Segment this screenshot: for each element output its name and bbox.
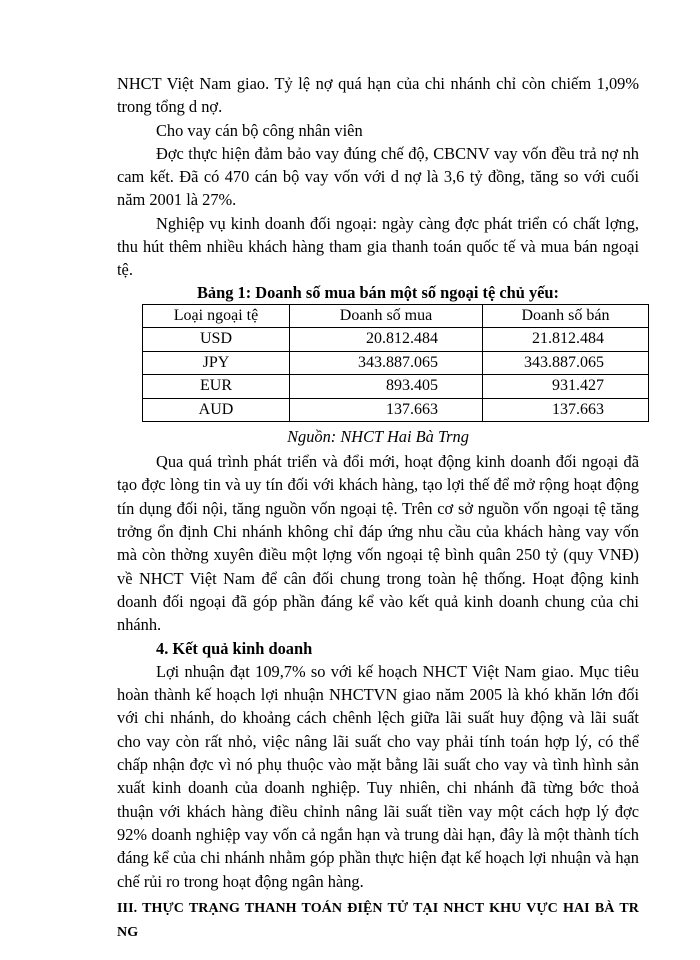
- table-source: Nguồn: NHCT Hai Bà Trng: [287, 427, 469, 447]
- sell-value-cell: 137.663: [483, 398, 649, 422]
- buy-value-cell: 343.887.065: [290, 351, 483, 375]
- currency-cell: AUD: [143, 398, 290, 422]
- buy-value-cell: 893.405: [290, 375, 483, 399]
- buy-value-cell: 20.812.484: [290, 328, 483, 352]
- table-title: Bảng 1: Doanh số mua bán một số ngoại tệ chủ yếu:: [196, 282, 559, 302]
- table-row: [143, 351, 649, 375]
- currency-cell: JPY: [143, 351, 290, 375]
- paragraph-staff-loans: Đợc thực hiện đảm bảo vay đúng chế độ, CBCNV vay vốn đều trả nợ nh cam kết. Đã có 470 cán bộ vay vốn với d nợ là 3,6 tỷ đồng, tăng so với cuối năm 2001 là 27%.: [117, 143, 639, 210]
- sell-value-cell: 343.887.065: [483, 351, 649, 375]
- sell-value-cell: 21.812.484: [483, 328, 649, 352]
- table-header-cell: Loại ngoại tệ: [143, 304, 290, 328]
- subheading-staff-loans: Cho vay cán bộ công nhân viên: [156, 120, 363, 140]
- document-content: [117, 72, 639, 945]
- sell-value-cell: 931.427: [483, 375, 649, 399]
- paragraph-foreign-trust: Qua quá trình phát triển và đổi mới, hoạt động kinh doanh đối ngoại đã tạo đợc lòng tin và uy tín đối với khách hàng, tạo lợi thế để mở rộng hoạt động tín dụng đối nội, tăng nguồn vốn ngoại tệ. Trên cơ sở nguồn vốn ngoại tệ tăng trởng ổn định Chi nhánh không chỉ đáp ứng nhu cầu của khách hàng vay vốn mà còn thờng xuyên điều một lợng vốn ngoại tệ bình quân 250 tỷ (quy VNĐ) về NHCT Việt Nam để cân đối chung trong toàn hệ thống. Hoạt động kinh doanh đối ngoại đã góp phần đáng kể vào kết quả kinh doanh chung của chi nhánh.: [117, 452, 639, 635]
- currency-sales-table: [142, 304, 649, 423]
- paragraph-profit: Lợi nhuận đạt 109,7% so với kế hoạch NHCT Việt Nam giao. Mục tiêu hoàn thành kế hoạch lợi nhuận NHCTVN giao năm 2005 là khó khăn lớn đối với chi nhánh, do khoảng cách chênh lệch giữa lãi suất huy động và lãi suất cho vay còn rất nhỏ, việc nâng lãi suất cho vay phải tính toán hợp lý, có thể chấp nhận đợc vì nó phụ thuộc vào mặt bằng lãi suất cho vay và tình hình sản xuất kinh doanh của doanh nghiệp. Tuy nhiên, chi nhánh đã từng bớc thoả thuận với khách hàng điều chỉnh nâng lãi suất tiền vay một cách hợp lý đợc 92% doanh nghiệp vay vốn cả ngắn hạn và trung dài hạn, đây là một thành tích đáng kể của chi nhánh nhằm góp phần thực hiện đạt kế hoạch lợi nhuận và hạn chế rủi ro trong hoạt động ngân hàng.: [117, 661, 639, 891]
- currency-cell: USD: [143, 328, 290, 352]
- table-row: [143, 328, 649, 352]
- buy-value-cell: 137.663: [290, 398, 483, 422]
- section-heading-e-payment: III. THỰC TRẠNG THANH TOÁN ĐIỆN TỬ TẠI NHCT KHU VỰC HAI BÀ TR NG: [117, 900, 639, 940]
- table-header-cell: Doanh số bán: [483, 304, 649, 328]
- currency-cell: EUR: [143, 375, 290, 399]
- table-row: [143, 398, 649, 422]
- table-header-row: [143, 304, 649, 328]
- paragraph-foreign-business: Nghiệp vụ kinh doanh đối ngoại: ngày càng đợc phát triển có chất lợng, thu hút thêm nhiều khách hàng tham gia thanh toán quốc tế và mua bán ngoại tệ.: [117, 213, 639, 280]
- table-header-cell: Doanh số mua: [290, 304, 483, 328]
- section-heading-business-results: 4. Kết quả kinh doanh: [156, 638, 313, 658]
- paragraph-npl-ratio: NHCT Việt Nam giao. Tỷ lệ nợ quá hạn của chi nhánh chỉ còn chiếm 1,09% trong tổng d nợ.: [117, 74, 639, 117]
- table-row: [143, 375, 649, 399]
